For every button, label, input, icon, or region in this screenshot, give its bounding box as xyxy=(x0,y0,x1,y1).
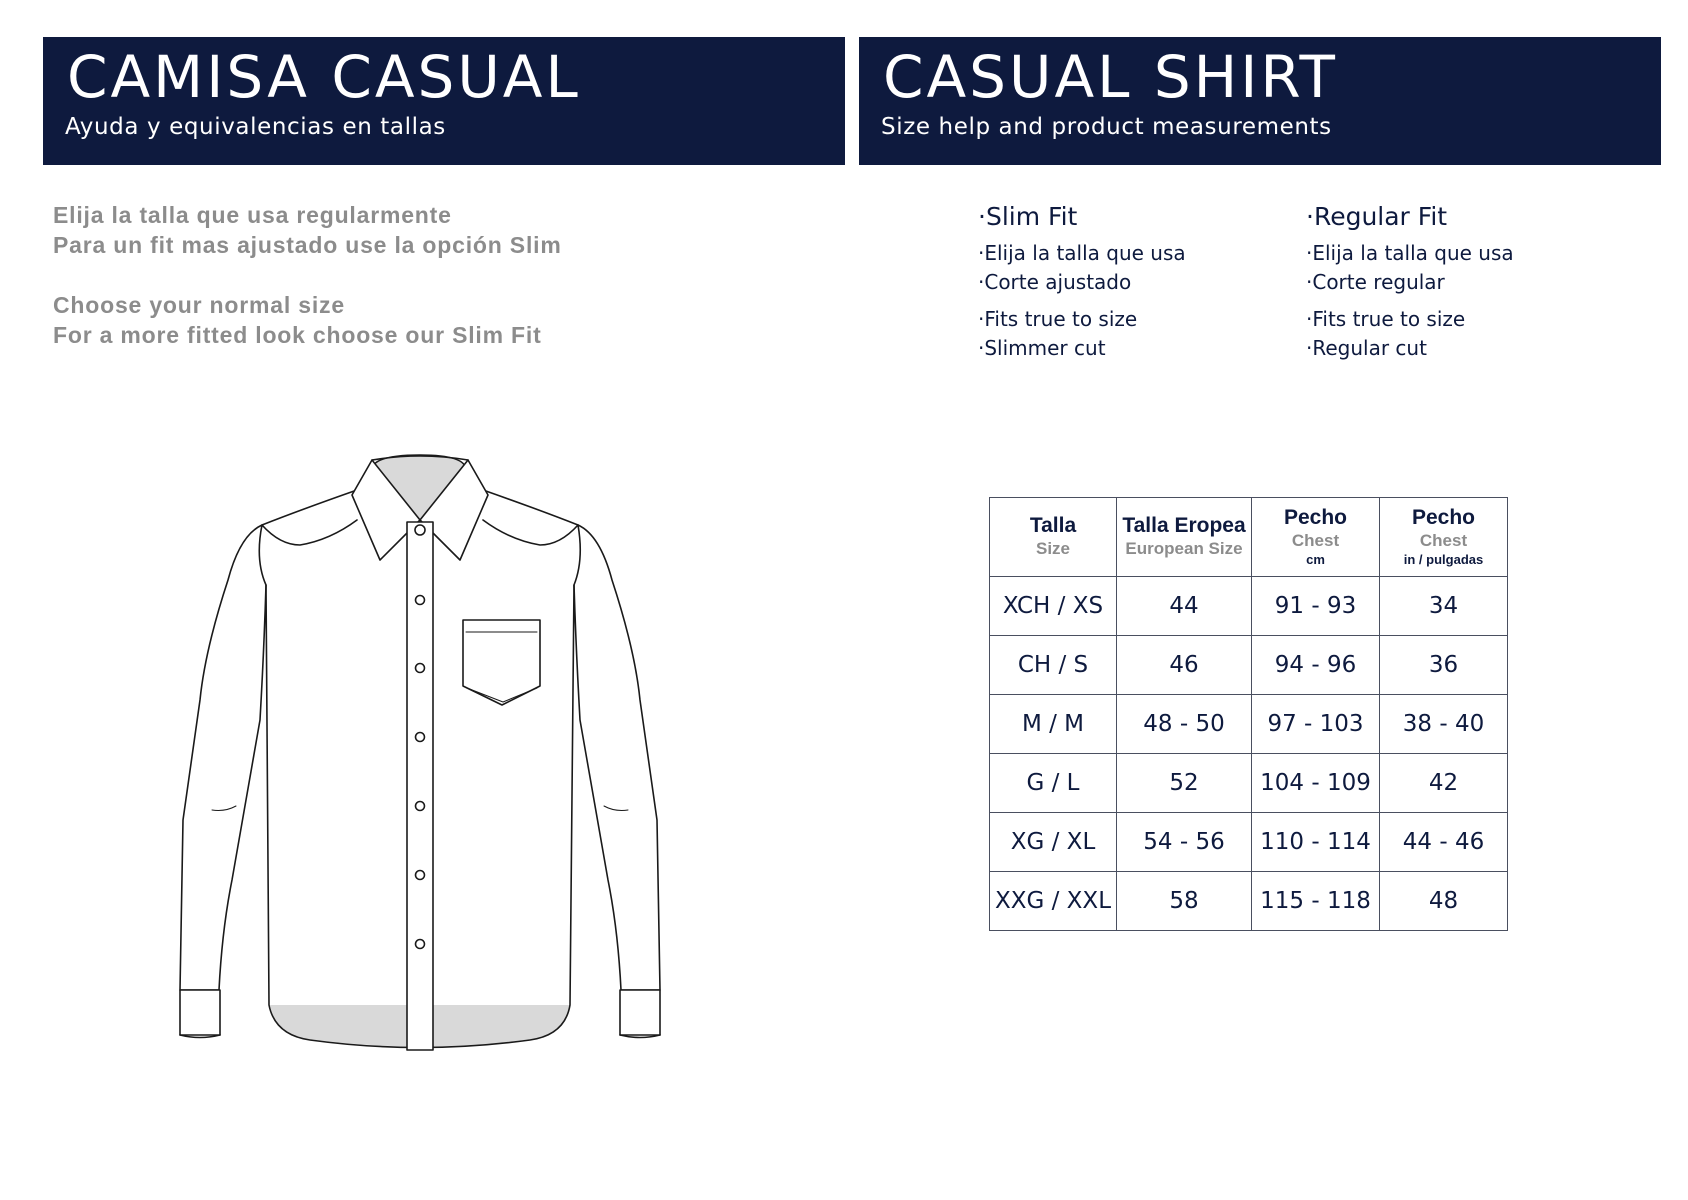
regular-fit-en-line2: ·Regular cut xyxy=(1306,336,1427,360)
regular-fit-es-line1: ·Elija la talla que usa xyxy=(1306,241,1514,265)
banner-spanish xyxy=(43,37,845,165)
cell-chest-cm: 104 - 109 xyxy=(1252,754,1380,813)
header-pecho-in: Pecho Chest in / pulgadas xyxy=(1380,498,1508,577)
cell-eu-size: 46 xyxy=(1117,636,1252,695)
regular-fit-title: ·Regular Fit xyxy=(1306,202,1448,231)
slim-fit-es-line2: ·Corte ajustado xyxy=(978,270,1132,294)
intro-spanish xyxy=(53,200,562,260)
cell-eu-size: 48 - 50 xyxy=(1117,695,1252,754)
cell-chest-cm: 110 - 114 xyxy=(1252,813,1380,872)
table-row xyxy=(990,577,1508,636)
shirt-illustration xyxy=(160,445,700,1070)
cell-chest-cm: 94 - 96 xyxy=(1252,636,1380,695)
intro-es-line1: Elija la talla que usa regularmente xyxy=(53,202,452,228)
cell-eu-size: 44 xyxy=(1117,577,1252,636)
intro-english xyxy=(53,290,542,350)
button xyxy=(416,802,425,811)
slim-fit-en-line2: ·Slimmer cut xyxy=(978,336,1106,360)
cell-chest-in: 42 xyxy=(1380,754,1508,813)
table-row xyxy=(990,695,1508,754)
size-table xyxy=(989,497,1508,931)
cell-chest-in: 34 xyxy=(1380,577,1508,636)
header-pecho-cm: Pecho Chest cm xyxy=(1252,498,1380,577)
cell-chest-in: 44 - 46 xyxy=(1380,813,1508,872)
header-talla-europea: Talla Eropea European Size xyxy=(1117,498,1252,577)
cell-chest-in: 48 xyxy=(1380,872,1508,931)
table-row xyxy=(990,813,1508,872)
cell-size: CH / S xyxy=(990,636,1117,695)
intro-en-line1: Choose your normal size xyxy=(53,292,345,318)
table-row xyxy=(990,754,1508,813)
intro-en-line2: For a more fitted look choose our Slim Fit xyxy=(53,322,542,348)
slim-fit-block xyxy=(978,200,1186,363)
left-cuff xyxy=(180,990,220,1035)
cell-size: M / M xyxy=(990,695,1117,754)
banner-title-en: CASUAL SHIRT xyxy=(883,43,1338,111)
button xyxy=(416,940,425,949)
slim-fit-en-line1: ·Fits true to size xyxy=(978,307,1138,331)
cell-chest-cm: 115 - 118 xyxy=(1252,872,1380,931)
button xyxy=(416,871,425,880)
cell-eu-size: 58 xyxy=(1117,872,1252,931)
cell-size: G / L xyxy=(990,754,1117,813)
cell-eu-size: 52 xyxy=(1117,754,1252,813)
cell-eu-size: 54 - 56 xyxy=(1117,813,1252,872)
right-sleeve xyxy=(574,525,660,990)
cell-chest-cm: 91 - 93 xyxy=(1252,577,1380,636)
button xyxy=(416,596,425,605)
slim-fit-title: ·Slim Fit xyxy=(978,202,1078,231)
table-row xyxy=(990,872,1508,931)
regular-fit-block xyxy=(1306,200,1514,363)
table-row xyxy=(990,636,1508,695)
banner-title-es: CAMISA CASUAL xyxy=(67,43,581,111)
cell-size: XXG / XXL xyxy=(990,872,1117,931)
banner-english xyxy=(859,37,1661,165)
left-sleeve xyxy=(180,525,266,990)
cell-size: XG / XL xyxy=(990,813,1117,872)
regular-fit-en-line1: ·Fits true to size xyxy=(1306,307,1466,331)
size-table-header-row xyxy=(990,498,1508,577)
slim-fit-es-line1: ·Elija la talla que usa xyxy=(978,241,1186,265)
banner-subtitle-en: Size help and product measurements xyxy=(881,114,1332,140)
header-talla: Talla Size xyxy=(990,498,1117,577)
cell-chest-cm: 97 - 103 xyxy=(1252,695,1380,754)
right-cuff xyxy=(620,990,660,1035)
regular-fit-es-line2: ·Corte regular xyxy=(1306,270,1445,294)
intro-es-line2: Para un fit mas ajustado use la opción Slim xyxy=(53,232,562,258)
cell-chest-in: 36 xyxy=(1380,636,1508,695)
pocket xyxy=(463,620,540,705)
button xyxy=(416,733,425,742)
button xyxy=(416,664,425,673)
cell-size: XCH / XS xyxy=(990,577,1117,636)
cell-chest-in: 38 - 40 xyxy=(1380,695,1508,754)
banner-subtitle-es: Ayuda y equivalencias en tallas xyxy=(65,114,446,140)
button xyxy=(415,525,425,535)
